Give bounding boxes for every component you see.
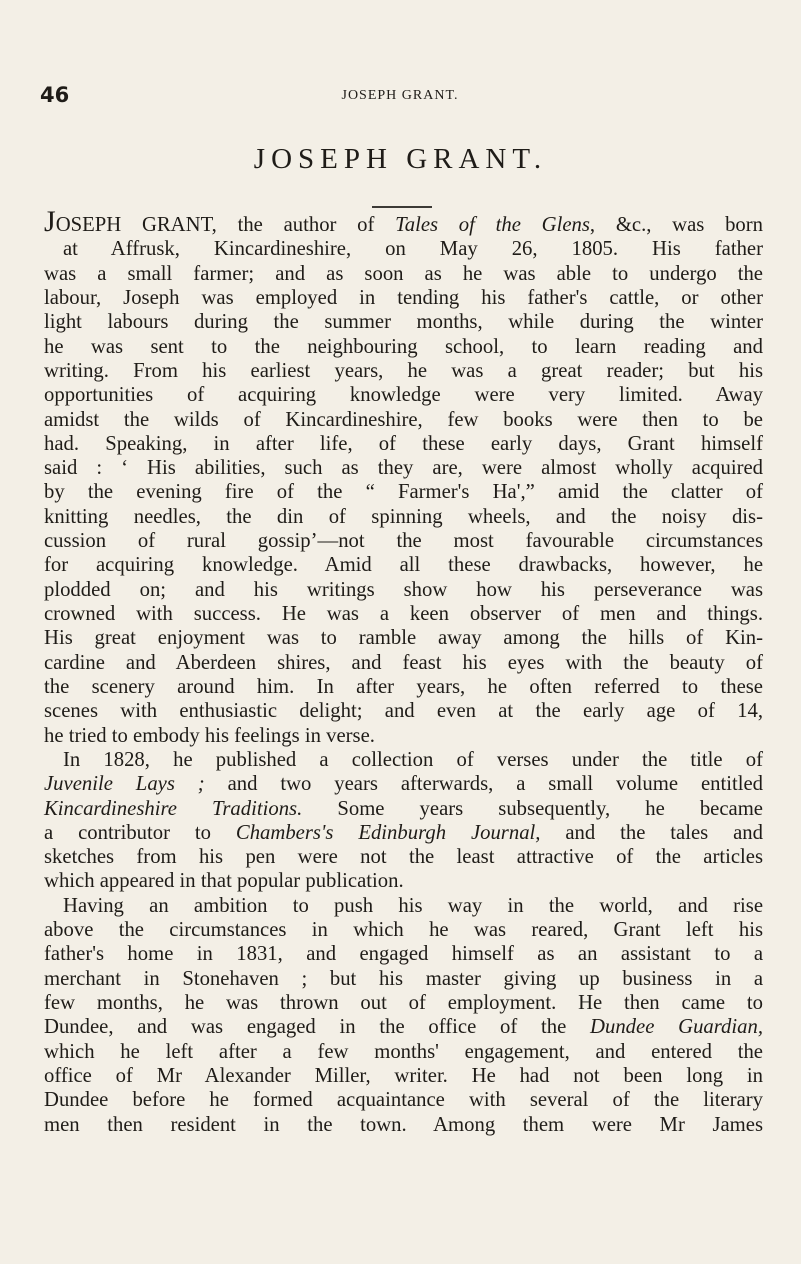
paragraph-line: labour, Joseph was employed in tending his father's cattle, or other — [44, 286, 763, 309]
paragraph-line: for acquiring knowledge. Amid all these drawbacks, however, he — [44, 554, 763, 577]
paragraph-line: Kincardineshire Traditions. Some years subsequently, he became — [44, 797, 763, 820]
paragraph-line: Juvenile Lays ; and two years afterwards, a small volume entitled — [44, 773, 763, 796]
paragraph-line: His great enjoyment was to ramble away among the hills of Kin- — [44, 627, 763, 650]
paragraph-line: which appeared in that popular publication. — [44, 870, 404, 893]
paragraph-line: men then resident in the town. Among them were Mr James — [44, 1113, 763, 1136]
paragraph-line: cardine and Aberdeen shires, and feast his eyes with the beauty of — [44, 651, 763, 674]
paragraph-line: Dundee, and was engaged in the office of the Dundee Guardian, — [44, 1016, 764, 1039]
paragraph-line: scenes with enthusiastic delight; and even at the early age of 14, — [44, 700, 763, 723]
paragraph-line: cussion of rural gossip’—not the most favourable circumstances — [44, 530, 763, 553]
article-title: JOSEPH GRANT. — [253, 143, 548, 175]
page-number: 46 — [40, 83, 70, 107]
paragraph-line: amidst the wilds of Kincardineshire, few books were then to be — [44, 408, 763, 431]
paragraph-line: opportunities of acquiring knowledge were very limited. Away — [44, 384, 763, 407]
paragraph-line: at Affrusk, Kincardineshire, on May 26, 1805. His father — [63, 238, 763, 261]
paragraph-line: was a small farmer; and as soon as he was able to undergo the — [44, 262, 763, 285]
paragraph-line: Dundee before he formed acquaintance with several of the literary — [44, 1089, 763, 1112]
paragraph-line: merchant in Stonehaven ; but his master giving up business in a — [44, 967, 763, 990]
paragraph-line: had. Speaking, in after life, of these early days, Grant himself — [44, 432, 763, 455]
paragraph-line: above the circumstances in which he was reared, Grant left his — [44, 919, 763, 942]
paragraph-line: the scenery around him. In after years, he often referred to these — [44, 675, 763, 698]
paragraph-line: sketches from his pen were not the least attractive of the articles — [44, 846, 763, 869]
paragraph-line: Having an ambition to push his way in the world, and rise — [63, 894, 763, 917]
paragraph-line: he was sent to the neighbouring school, to learn reading and — [44, 335, 763, 358]
paragraph-line: he tried to embody his feelings in verse. — [44, 724, 375, 747]
paragraph-line: by the evening fire of the “ Farmer's Ha',” amid the clatter of — [44, 481, 763, 504]
paragraph-line: knitting needles, the din of spinning wheels, and the noisy dis- — [44, 505, 763, 528]
paragraph-1-line: JOSEPH GRANT, the author of Tales of the Glens, &c., was born — [44, 205, 763, 238]
paragraph-line: father's home in 1831, and engaged himself as an assistant to a — [44, 943, 763, 966]
paragraph-line: writing. From his earliest years, he was a great reader; but his — [44, 359, 763, 382]
title-divider — [372, 206, 432, 208]
paragraph-line: which he left after a few months' engagement, and entered the — [44, 1040, 763, 1063]
paragraph-line: office of Mr Alexander Miller, writer. He had not been long in — [44, 1064, 763, 1087]
paragraph-line: plodded on; and his writings show how his perseverance was — [44, 578, 763, 601]
paragraph-line: said : ‘ His abilities, such as they are, were almost wholly acquired — [44, 457, 763, 480]
running-head — [40, 83, 760, 113]
paragraph-line: crowned with success. He was a keen observer of men and things. — [44, 603, 763, 625]
paragraph-line: light labours during the summer months, while during the winter — [44, 311, 763, 334]
paragraph-line: few months, he was thrown out of employment. He then came to — [44, 992, 763, 1014]
drop-cap: J — [44, 205, 56, 238]
article-body — [44, 205, 764, 1137]
paragraph-line: In 1828, he published a collection of verses under the title of — [63, 748, 763, 771]
paragraph-line: a contributor to Chambers's Edinburgh Journal, and the tales and — [44, 821, 763, 844]
running-title: JOSEPH GRANT. — [341, 88, 459, 103]
